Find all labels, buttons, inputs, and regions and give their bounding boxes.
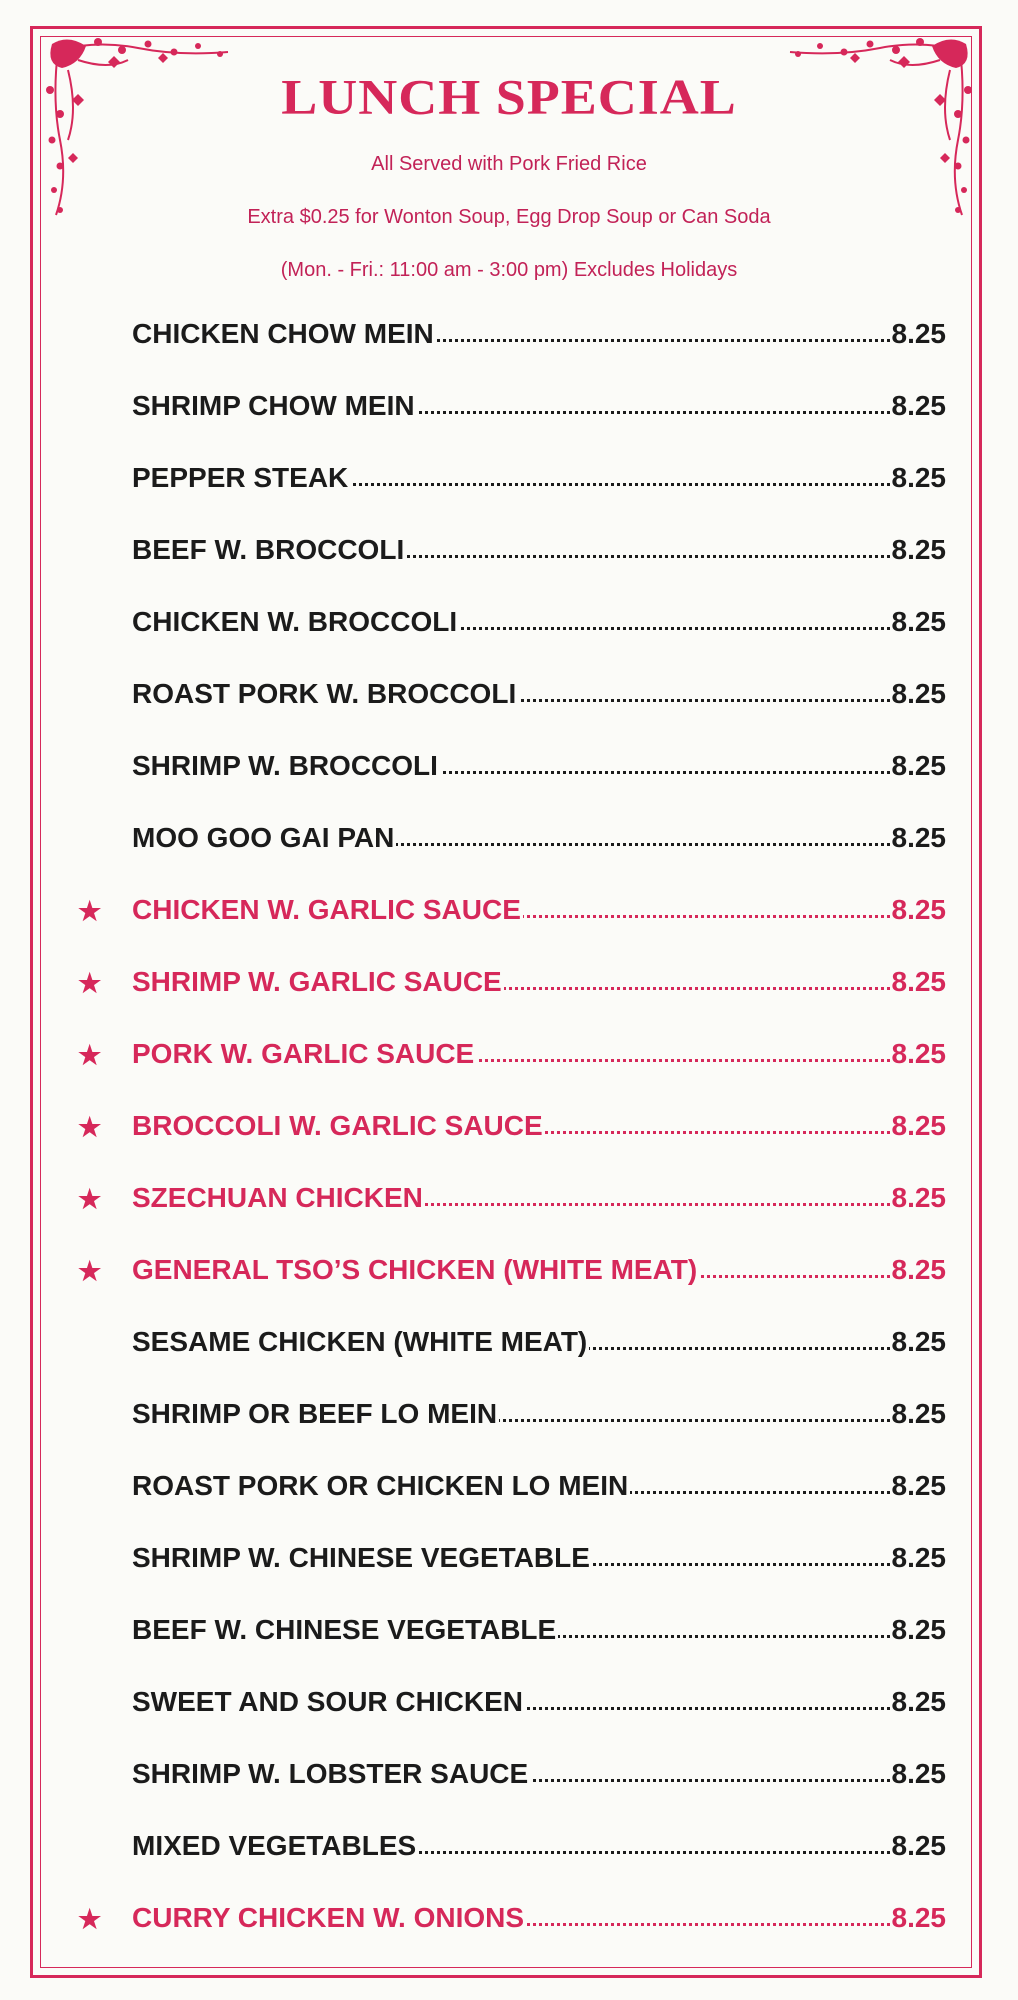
- menu-item: [0, 1680, 1018, 1720]
- menu-item-name: MOO GOO GAI PAN: [132, 822, 395, 853]
- menu-item-name: GENERAL TSO’S CHICKEN (WHITE MEAT): [132, 1254, 698, 1285]
- menu-item-name: PEPPER STEAK: [132, 462, 349, 493]
- menu-item: [0, 1752, 1018, 1792]
- menu-item-price: 8.25: [891, 606, 946, 637]
- star-icon: ★: [78, 1256, 102, 1286]
- menu-header: [0, 66, 1018, 280]
- menu-item: [0, 600, 1018, 640]
- menu-item: [0, 1104, 1018, 1144]
- menu-item-price: 8.25: [891, 1686, 946, 1717]
- menu-item: [0, 816, 1018, 856]
- menu-item: [0, 1608, 1018, 1648]
- star-icon: ★: [78, 896, 102, 926]
- menu-item-name: BEEF W. CHINESE VEGETABLE: [132, 1614, 557, 1645]
- menu-item-price: 8.25: [891, 1326, 946, 1357]
- menu-item-name: SHRIMP W. GARLIC SAUCE: [132, 966, 502, 997]
- menu-item-price: 8.25: [891, 534, 946, 565]
- menu-item-price: 8.25: [891, 462, 946, 493]
- menu-item-name: BEEF W. BROCCOLI: [132, 534, 405, 565]
- menu-item-name: SESAME CHICKEN (WHITE MEAT): [132, 1326, 588, 1357]
- star-icon: ★: [78, 1040, 102, 1070]
- menu-item-price: 8.25: [891, 750, 946, 781]
- menu-item-price: 8.25: [891, 1614, 946, 1645]
- subtitle-hours: (Mon. - Fri.: 11:00 am - 3:00 pm) Excludes Holidays: [280, 259, 738, 281]
- menu-item-name: CHICKEN CHOW MEIN: [132, 318, 434, 349]
- menu-item-name: CHICKEN W. GARLIC SAUCE: [132, 894, 521, 925]
- page-title: LUNCH SPECIAL: [281, 69, 737, 125]
- menu-item: [0, 1536, 1018, 1576]
- menu-item-price: 8.25: [891, 966, 946, 997]
- menu-item: [0, 1824, 1018, 1864]
- menu-item: [0, 528, 1018, 568]
- menu-item: [0, 312, 1018, 352]
- menu-item-price: 8.25: [891, 1182, 946, 1213]
- menu-item-name: ROAST PORK OR CHICKEN LO MEIN: [132, 1470, 629, 1501]
- menu-item: [0, 960, 1018, 1000]
- menu-item: [0, 1392, 1018, 1432]
- menu-item-price: 8.25: [891, 1902, 946, 1933]
- menu-item: [0, 384, 1018, 424]
- menu-item-price: 8.25: [891, 1398, 946, 1429]
- menu-item: [0, 1176, 1018, 1216]
- menu-item-price: 8.25: [891, 1542, 946, 1573]
- menu-item: [0, 1896, 1018, 1936]
- menu-item: [0, 1320, 1018, 1360]
- menu-item-price: 8.25: [891, 894, 946, 925]
- menu-item-name: BROCCOLI W. GARLIC SAUCE: [132, 1110, 543, 1141]
- menu-item-price: 8.25: [891, 1110, 946, 1141]
- menu-item-price: 8.25: [891, 1830, 946, 1861]
- menu-item-price: 8.25: [891, 822, 946, 853]
- menu-item-name: SWEET AND SOUR CHICKEN: [132, 1686, 523, 1717]
- star-icon: ★: [78, 1184, 102, 1214]
- menu-item-price: 8.25: [891, 318, 946, 349]
- menu-item: [0, 1032, 1018, 1072]
- menu-item-name: MIXED VEGETABLES: [132, 1830, 417, 1861]
- star-icon: ★: [78, 1112, 102, 1142]
- menu-item-name: CHICKEN W. BROCCOLI: [132, 606, 458, 637]
- menu-item-price: 8.25: [891, 390, 946, 421]
- menu-item-name: SHRIMP OR BEEF LO MEIN: [132, 1398, 498, 1429]
- menu-item-name: SHRIMP CHOW MEIN: [132, 390, 415, 421]
- menu-item: [0, 1464, 1018, 1504]
- star-icon: ★: [78, 968, 102, 998]
- menu-item: [0, 672, 1018, 712]
- menu-item-price: 8.25: [891, 1038, 946, 1069]
- menu-item-name: SZECHUAN CHICKEN: [132, 1182, 423, 1213]
- menu-item-name: SHRIMP W. BROCCOLI: [132, 750, 438, 781]
- menu-item-name: ROAST PORK W. BROCCOLI: [132, 678, 517, 709]
- menu-item-price: 8.25: [891, 1758, 946, 1789]
- menu-item-name: SHRIMP W. LOBSTER SAUCE: [132, 1758, 529, 1789]
- menu-item-name: SHRIMP W. CHINESE VEGETABLE: [132, 1542, 590, 1573]
- subtitle-extra: Extra $0.25 for Wonton Soup, Egg Drop Soup or Can Soda: [247, 206, 771, 228]
- menu-item-name: CURRY CHICKEN W. ONIONS: [132, 1902, 525, 1933]
- menu-item-price: 8.25: [891, 678, 946, 709]
- menu-item: [0, 888, 1018, 928]
- menu-item-price: 8.25: [891, 1470, 946, 1501]
- menu-item-price: 8.25: [891, 1254, 946, 1285]
- menu-item: [0, 744, 1018, 784]
- menu-item: [0, 1248, 1018, 1288]
- menu-item-name: PORK W. GARLIC SAUCE: [132, 1038, 475, 1069]
- star-icon: ★: [78, 1904, 102, 1934]
- menu-item: [0, 456, 1018, 496]
- subtitle-rice: All Served with Pork Fried Rice: [371, 153, 647, 175]
